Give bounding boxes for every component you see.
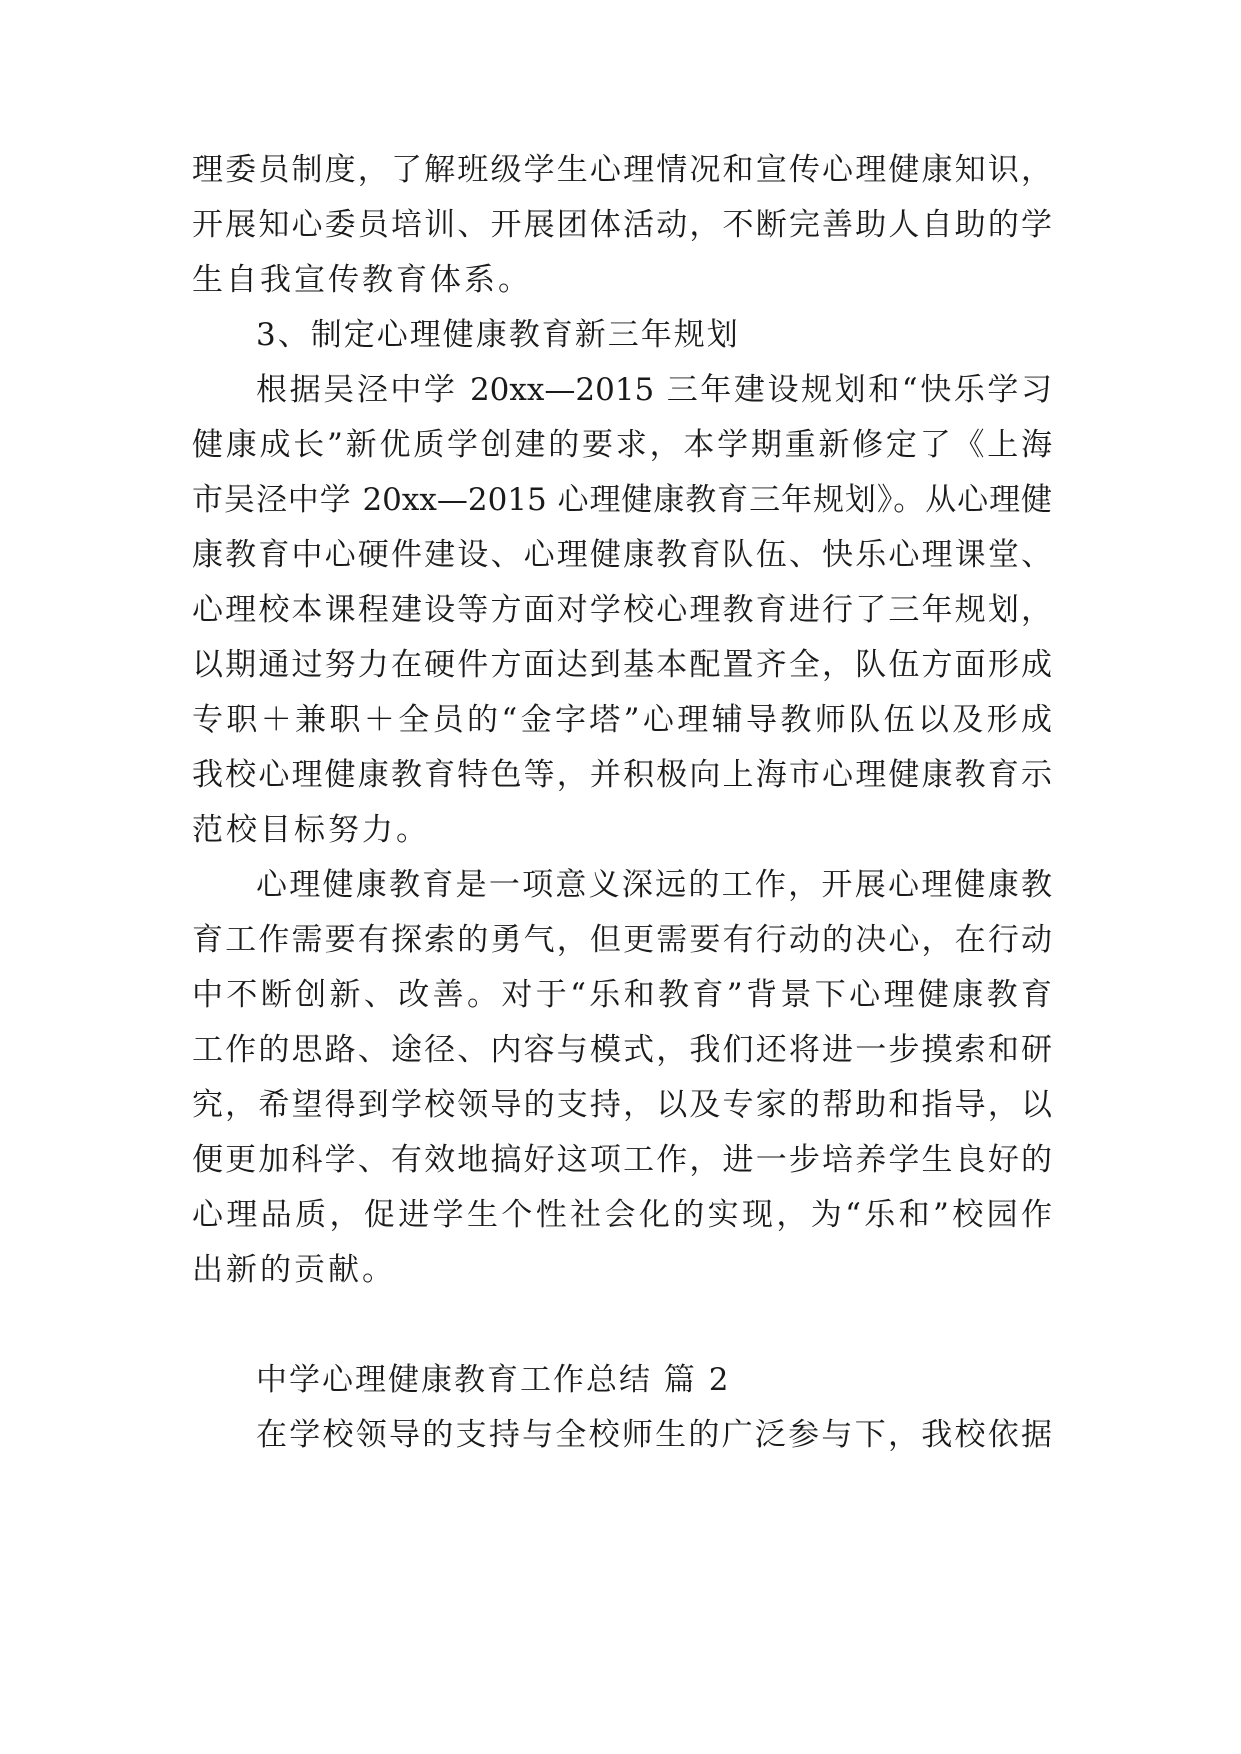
body-text-line: 育工作需要有探索的勇气，但更需要有行动的决心，在行动	[192, 922, 1052, 958]
body-text-line: 心理校本课程建设等方面对学校心理教育进行了三年规划，	[192, 592, 1052, 628]
body-text-line: 工作的思路、途径、内容与模式，我们还将进一步摸索和研	[192, 1032, 1052, 1068]
body-text-line: 我校心理健康教育特色等，并积极向上海市心理健康教育示	[192, 757, 1052, 793]
body-text-line: 开展知心委员培训、开展团体活动，不断完善助人自助的学	[192, 207, 1052, 243]
body-text-line: 范校目标努力。	[192, 812, 430, 848]
body-text-line: 康教育中心硬件建设、心理健康教育队伍、快乐心理课堂、	[192, 537, 1052, 573]
body-text-line: 心理品质，促进学生个性社会化的实现，为“乐和”校园作	[192, 1197, 1052, 1233]
body-text-line: 出新的贡献。	[192, 1252, 396, 1288]
body-text-line: 便更加科学、有效地搞好这项工作，进一步培养学生良好的	[192, 1142, 1052, 1178]
article-heading: 中学心理健康教育工作总结 篇 2	[256, 1362, 731, 1398]
body-text-line: 究，希望得到学校领导的支持，以及专家的帮助和指导，以	[192, 1087, 1052, 1123]
body-text-line: 心理健康教育是一项意义深远的工作，开展心理健康教	[256, 867, 1052, 903]
body-text-line: 根据吴泾中学 20xx—2015 三年建设规划和“快乐学习	[256, 372, 1052, 408]
body-text-line: 在学校领导的支持与全校师生的广泛参与下，我校依据	[256, 1417, 1052, 1453]
body-text-line: 市吴泾中学 20xx—2015 心理健康教育三年规划》。从心理健	[192, 482, 1052, 518]
body-text-line: 中不断创新、改善。对于“乐和教育”背景下心理健康教育	[192, 977, 1052, 1013]
section-heading: 3、制定心理健康教育新三年规划	[256, 317, 740, 353]
body-text-line: 健康成长”新优质学创建的要求，本学期重新修定了《上海	[192, 427, 1052, 463]
body-text-line: 理委员制度，了解班级学生心理情况和宣传心理健康知识，	[192, 152, 1052, 188]
body-text-line: 以期通过努力在硬件方面达到基本配置齐全，队伍方面形成	[192, 647, 1052, 683]
body-text-line: 专职＋兼职＋全员的“金字塔”心理辅导教师队伍以及形成	[192, 702, 1052, 738]
body-text-line: 生自我宣传教育体系。	[192, 262, 532, 298]
